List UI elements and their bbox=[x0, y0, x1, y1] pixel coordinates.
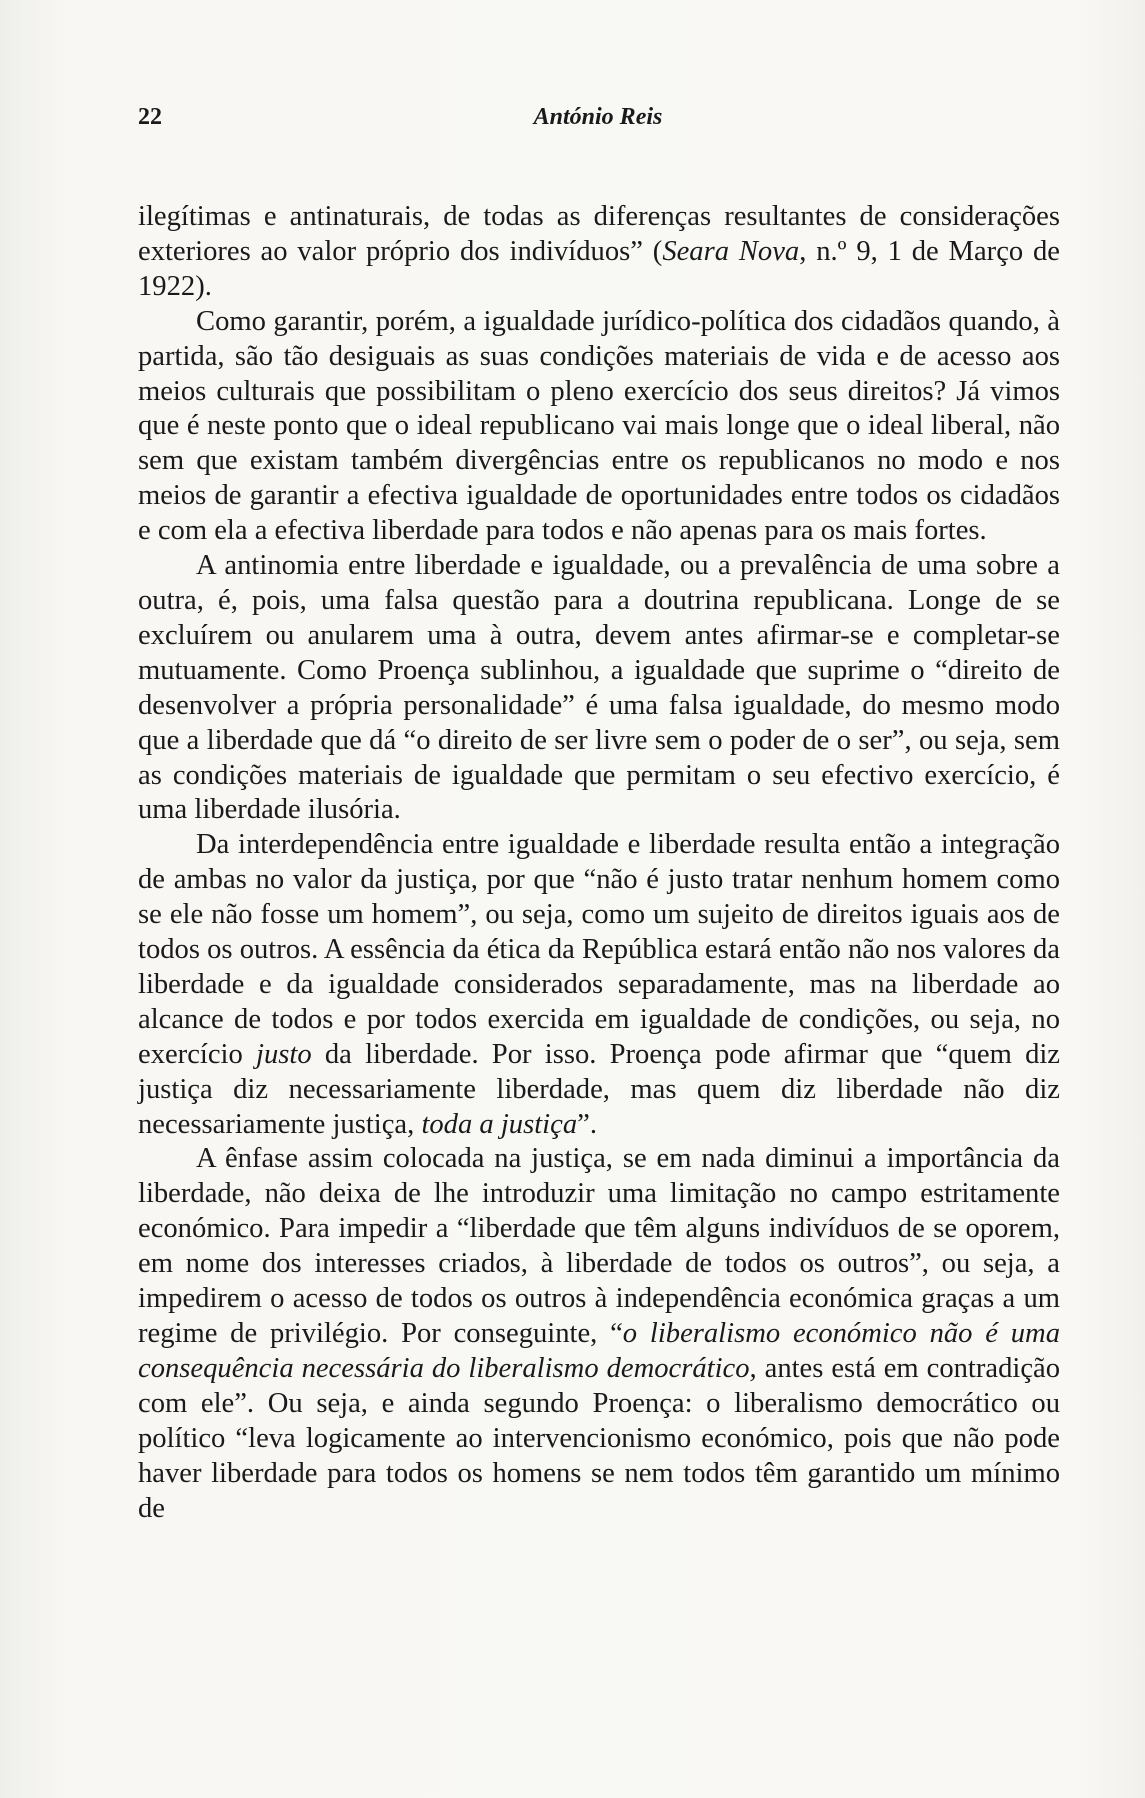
paragraph bbox=[138, 200, 1060, 305]
text-segment: ”. bbox=[577, 1108, 597, 1140]
text-segment: ilegítimas e antinaturais, de todas as diferenças resultantes de considerações exteriores ao valor próprio dos indivíduos” ( bbox=[138, 201, 1060, 267]
text-segment: Como garantir, porém, a igualdade jurídico-política dos cidadãos quando, à partida, são tão desiguais as suas condições materiais de vida e de acesso aos meios culturais que possibilitam o pleno exercício dos seus direitos? Já vimos que é neste ponto que o ideal republicano vai mais longe que o ideal liberal, não sem que existam também divergências entre os republicanos no modo e nos meios de garantir a efectiva igualdade de oportunidades entre todos os cidadãos e com ela a efectiva liberdade para todos e não apenas para os mais fortes. bbox=[138, 305, 1060, 547]
text-segment-italic: toda a justiça bbox=[421, 1108, 578, 1140]
text-segment-italic: o liberalismo económico não é uma consequência necessária do liberalismo democrático, bbox=[138, 1318, 1060, 1384]
paragraph bbox=[138, 549, 1060, 828]
paragraph bbox=[138, 828, 1060, 1142]
text-segment-italic: justo bbox=[256, 1038, 312, 1070]
paragraph bbox=[138, 1142, 1060, 1526]
text-segment: Da interdependência entre igualdade e liberdade resulta então a integração de ambas no valor da justiça, por que “não é justo tratar nenhum homem como se ele não fosse um homem”, ou seja, como um sujeito de direitos iguais aos de todos os outros. A essência da ética da República estará então não nos valores da liberdade e da igualdade considerados separadamente, mas na liberdade ao alcance de todos e por todos exercida em igualdade de condições, ou seja, no exercício bbox=[138, 829, 1060, 1070]
text-segment: antes está em contradição com ele”. Ou seja, e ainda segundo Proença: o liberalismo democrático ou político “leva logicamente ao intervencionismo económico, pois que não pode haver liberdade para todos os homens se nem todos têm garantido um mínimo de bbox=[138, 1352, 1060, 1524]
text-segment: A antinomia entre liberdade e igualdade, ou a prevalência de uma sobre a outra, é, pois, uma falsa questão para a doutrina republicana. Longe de se excluírem ou anularem uma à outra, devem antes afirmar-se e completar-se mutuamente. Como Proença sublinhou, a igualdade que suprime o “direito de desenvolver a própria personalidade” é uma falsa igualdade, do mesmo modo que a liberdade que dá “o direito de ser livre sem o poder de o ser”, ou seja, sem as condições materiais de igualdade que permitam o seu efectivo exercício, é uma liberdade ilusória. bbox=[138, 550, 1060, 826]
text-segment: A ênfase assim colocada na justiça, se em nada diminui a importância da liberdade, não deixa de lhe introduzir uma limitação no campo estritamente económico. Para impedir a “liberdade que têm alguns indivíduos de se oporem, em nome dos interesses criados, à liberdade de todos os outros”, ou seja, a impedirem o acesso de todos os outros à independência económica graças a um regime de privilégio. Por conseguinte, “ bbox=[138, 1143, 1060, 1349]
paragraph bbox=[138, 305, 1060, 549]
page-header bbox=[138, 104, 1058, 138]
page-number: 22 bbox=[138, 104, 162, 130]
text-segment-italic: Seara Nova bbox=[662, 235, 800, 267]
text-segment: da liberdade. Por isso. Proença pode afirmar que “quem diz justiça diz necessariamente liberdade, mas quem diz liberdade não diz necessariamente justiça, bbox=[138, 1038, 1060, 1140]
running-head: António Reis bbox=[533, 104, 663, 130]
text-segment: , n.º 9, 1 de Março de 1922). bbox=[138, 235, 1061, 302]
body-text bbox=[138, 200, 1060, 1526]
